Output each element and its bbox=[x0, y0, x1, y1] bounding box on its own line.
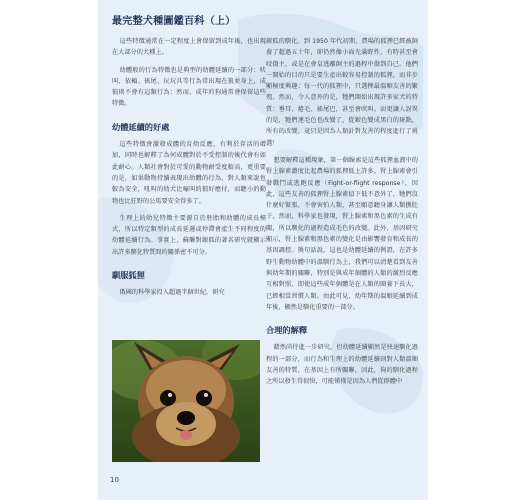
body-paragraph: 藉然尚待進一步研究，但幼體延續顯然是快速馴化過程的一部分，而行為和生理上的幼體延續則對人類溫順友善的特質，在基因上有所關聯，因此，狗的馴化過程之所以發生得很快，可能僅僅是因為人們從群體中 bbox=[266, 344, 418, 386]
puppy-photo bbox=[112, 340, 260, 462]
section-heading-benefits: 幼體延續的好處 bbox=[112, 121, 170, 132]
section-heading-reasonable-explanation: 合理的解釋 bbox=[266, 325, 307, 336]
body-paragraph: 俄國的科學家投入超過半個世紀，研究 bbox=[119, 289, 225, 297]
body-paragraph: 這些特徵通常在一定程度上會保留到成年後，也出現在大部分的犬種上。 bbox=[112, 38, 266, 57]
page-title: 最完整犬種圖鑑百科（上） bbox=[112, 16, 236, 27]
yorkshire-terrier-icon bbox=[112, 340, 260, 462]
section-heading-taming-foxes: 馴服狐狸 bbox=[112, 270, 145, 281]
left-column bbox=[112, 36, 266, 305]
body-paragraph: 這些特徵會激發成體的育幼反應，有利於存活的增加，同時也解釋了為何成體對於不受控制的後代會有如此耐心。人類社會對於可愛的動物耐受度較高，更重要的是，如果動物持續表現出幼體的行為，對人類來說也較為安全，吼叫的幼犬比嚎叫的狼好應付，而聽小的動物也比狂野的公馬要安全得多了。 bbox=[112, 141, 266, 205]
body-paragraph: 幼體般的行為特徵也是典型的幼體延續的一部分：吠叫、依賴、搖尾、玩玩具等行為常出現在狼並身上，成狼則不會有這類行為；然而，成年的狗通常會保留這些特徵。 bbox=[112, 66, 266, 108]
body-paragraph: 想要解釋這種現象，第一個線索是這些狐狸血液中的腎上腺素濃度比起農場的狐狸低上許多。腎上腺素會引發戰鬥或逃跑反應（Fight-or-flight response），因此，這些友善的狐狸腎上腺素值下低不意外了，牠們沒什麼好緊張，不會害怕人類，甚至願意聽身讓人類撫肚子，然而，科學家也發現，腎上腺素和黑色素的生成有關，所以馴化的過程造成毛色的改變。此外，基因研究顯示，腎上腺素和黑色素的變化是由影響發育和成長的基因調控。換句話說，這也是幼體延續的例證，在許多野生動物幼體中的溫馴行為上，我們可以清楚看到友善與幼年期的關聯，特別是與成年個體的人類的激烈反應互相對照，即使這些成年個體是在人類的圈養下長大，已經相當習慣人類。由此可見，幼年期的溫順延續到成年後，顯然是馴化重要的一部分。 bbox=[266, 156, 418, 311]
body-paragraph: 生理上的幼兒特徵主要源自於胚胎和幼體的成長模式，所以特定類型的成長延遲或停滯會產生不同程度的幼體延續行為。事實上，蘇聯對銀狐的著名研究就顯示出許多馴化特質間的關係密不可分。 bbox=[112, 214, 266, 256]
right-column bbox=[266, 36, 418, 394]
book-page bbox=[98, 0, 428, 500]
body-paragraph: 銀狐的馴化。到 1950 年代初期，農場的狐狸已經被飼養了超過五十年，卻仍然像小面光滿野性，有時甚至會咬傷主，或是在會皇逃離飼主的過程中傷到自己。他們一開始的目的只是要生產出較容易控制的狐狸，而非步顯極度興趣；每一代的狐狸中，只選擇最溫順友善的繁殖。然而，令人意外的是，牠們開始出現許多家犬的特質：垂耳、捲毛、搖尾巴，甚至會吠叫。而更讓人訝異的是，牠們連毛色也改變了，從銀色變成黑白的斑點，所有的改變，竟只是因為人類針對友善的程度進行了挑選！ bbox=[266, 38, 418, 147]
page-number: 10 bbox=[110, 476, 119, 484]
